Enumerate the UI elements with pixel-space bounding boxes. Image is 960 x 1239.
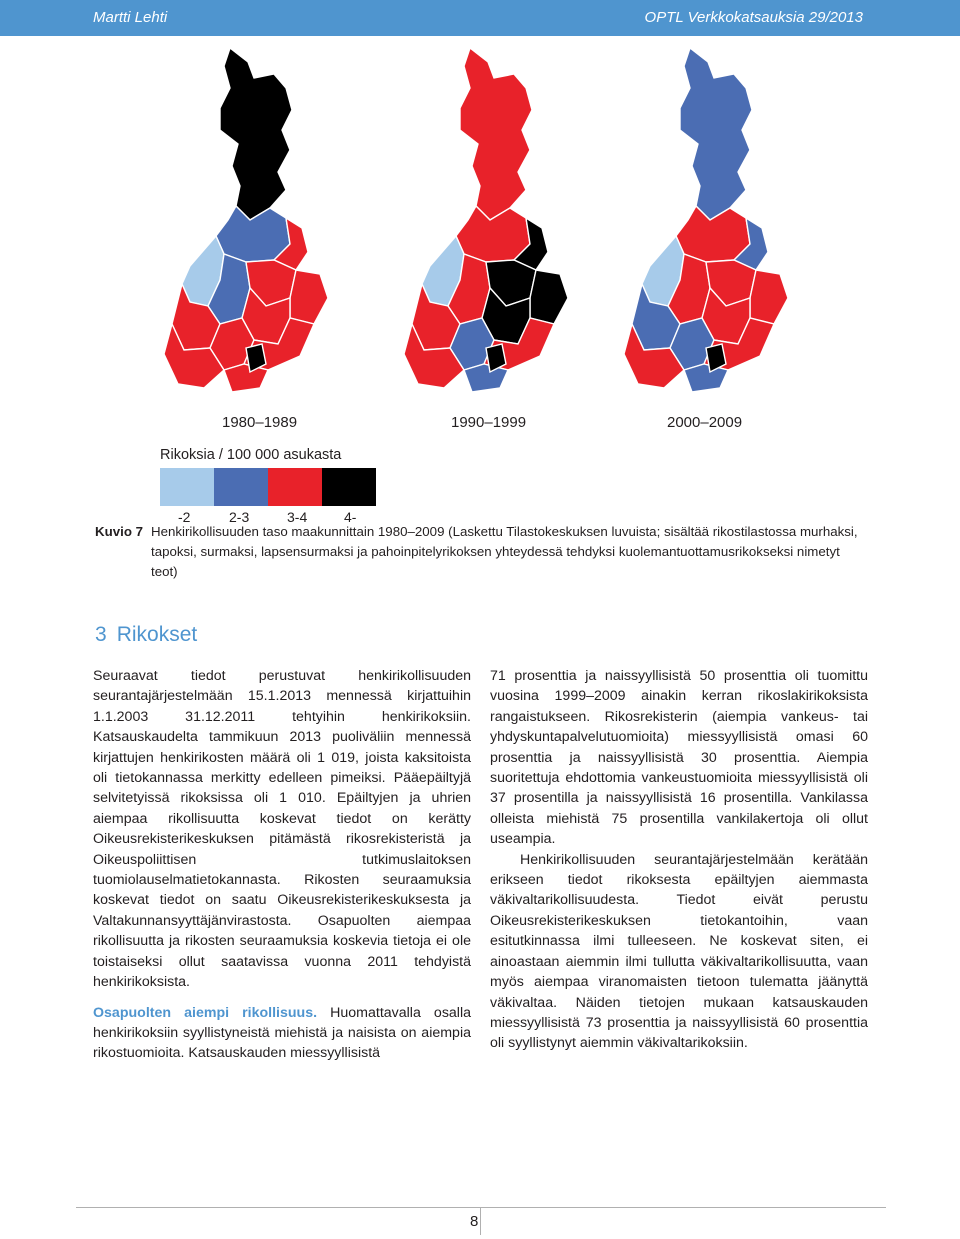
decade-label-1: 1980–1989 [222, 414, 298, 431]
figure-maps [130, 48, 830, 398]
legend-swatch-2 [214, 468, 268, 506]
left-column [93, 666, 471, 1064]
series-name: OPTL Verkkokatsauksia 29/2013 [644, 9, 863, 26]
region-lapland [220, 48, 292, 220]
region-uusimaa [224, 364, 268, 392]
paragraph: Seuraavat tiedot perustuvat henkirikollisuuden seurantajärjestelmään 15.1.2013 mennessä kirjattuihin 1.1.2003 31.12.2011 tehtyihin henkirikoksiin. Katsauskaudelta tammikuun 2013 puoliväliin mennessä kirjattujen henkirikosten määrä oli 1 019, joista kaksitoista oli tietokannassa merkitty edelleen pimeiksi. Pääepäiltyjä selvitetyissä rikoksissa oli 1 010. Epäiltyjen ja uhrien aiempaa rikollisuutta koskevat tiedot on kerätty Oikeusrekisterikeskuksen pitämästä rikosrekisteristä ja Oikeuspoliittisen tutkimuslaitoksen tuomiolauselmatietokannasta. Rikosten seuraamuksia koskevat tiedot on saatu Oikeusrekisterikeskuksesta ja Valtakunnansyyttäjänvirastosta. Osapuolten aiempaa rikollisuutta ja rikosten seuraamuksia koskevia tietoja ei ole toistaiseksi ollut saatavissa vuonna 2011 tehdyistä henkirikoksista. [93, 668, 471, 991]
region-north-karelia [290, 270, 328, 324]
author-name: Martti Lehti [93, 9, 168, 26]
region-lapland [460, 48, 532, 220]
legend-title: Rikoksia / 100 000 asukasta [160, 447, 342, 463]
legend-label-4: 4- [344, 509, 357, 525]
section-number: 3 [95, 623, 107, 646]
decade-label-3: 2000–2009 [667, 414, 743, 431]
legend-swatch-1 [160, 468, 214, 506]
legend-label-1: -2 [178, 509, 191, 525]
finland-map-2000s [610, 48, 830, 398]
region-lapland [680, 48, 752, 220]
section-title: Rikokset [116, 623, 198, 646]
finland-map-1980s [150, 48, 370, 398]
paragraph: Henkirikollisuuden seurantajärjestelmään kerätään erikseen tiedot rikoksesta epäiltyjen aiemmasta väkivaltarikollisuudesta. Tiedot eivät perustu Oikeusrekisterikeskuksen tietokantoihin, vaan esitutkinnassa ilmi tulleeseen. Ne koskevat siten, ei ainoastaan aiemmin ilmi tullutta väkivaltarikollisuutta, vaan myös aiempaa viranomaisten tietoon tulematta jäänyttä väkivaltaa. Näiden tietojen mukaan katsauskauden miessyyllisistä 73 prosenttia ja naissyyllisistä 60 prosenttia oli syyllistynyt aiemmin väkivaltarikoksiin. [490, 851, 868, 1052]
figure-caption [95, 522, 870, 582]
legend-swatch-4 [322, 468, 376, 506]
region-north-karelia [530, 270, 568, 324]
section-heading [95, 623, 197, 647]
paragraph-text: Huomattavalla osalla henkirikoksiin syyllistyneistä miehistä ja naisista on aiempia rikostuomioita. Katsauskauden miessyyllisistä [93, 1004, 471, 1062]
subheading: Osapuolten aiempi rikollisuus. [93, 1004, 318, 1021]
paragraph-with-subhead [93, 1003, 471, 1064]
footer-divider [480, 1207, 481, 1235]
footer-rule [76, 1207, 886, 1208]
legend-label-2: 2-3 [229, 509, 250, 525]
page-header [0, 0, 960, 36]
finland-map-1990s [390, 48, 610, 398]
region-uusimaa [684, 364, 728, 392]
page-number: 8 [470, 1213, 479, 1230]
right-column [490, 666, 868, 1054]
region-uusimaa [464, 364, 508, 392]
decade-label-2: 1990–1999 [451, 414, 527, 431]
paragraph: 71 prosenttia ja naissyyllisistä 50 prosenttia oli tuomittu vuosina 1999–2009 ainakin kerran rikoslakirikoksista rangaistukseen. Rikosrekisterin (aiempia vankeus- tai yhdyskuntapalvelutuomioita) miessyyllisistä omasi 60 prosenttia ja naissyyllisistä 30 prosenttia. Aiempia suoritettuja ehdottomia vankeustuomioita miessyyllisistä oli 37 prosentilla ja naissyyllisistä 16 prosentilla. Vankilassa olleista miehistä 75 prosentilla vankilakertoja oli ollut useampia. [490, 668, 868, 848]
region-north-karelia [750, 270, 788, 324]
legend-swatch-3 [268, 468, 322, 506]
caption-label: Kuvio 7 [95, 524, 144, 539]
caption-text: Henkirikollisuuden taso maakunnittain 1980–2009 (Laskettu Tilastokeskuksen luvuista; sisältää rikostilastossa murhaksi, tapoksi, surmaksi, lapsensurmaksi ja pahoinpitelyrikoksen yhteydessä tehdyksi kuolemantuottamusrikokseksi nimetyt teot) [151, 524, 858, 579]
legend-label-3: 3-4 [287, 509, 308, 525]
